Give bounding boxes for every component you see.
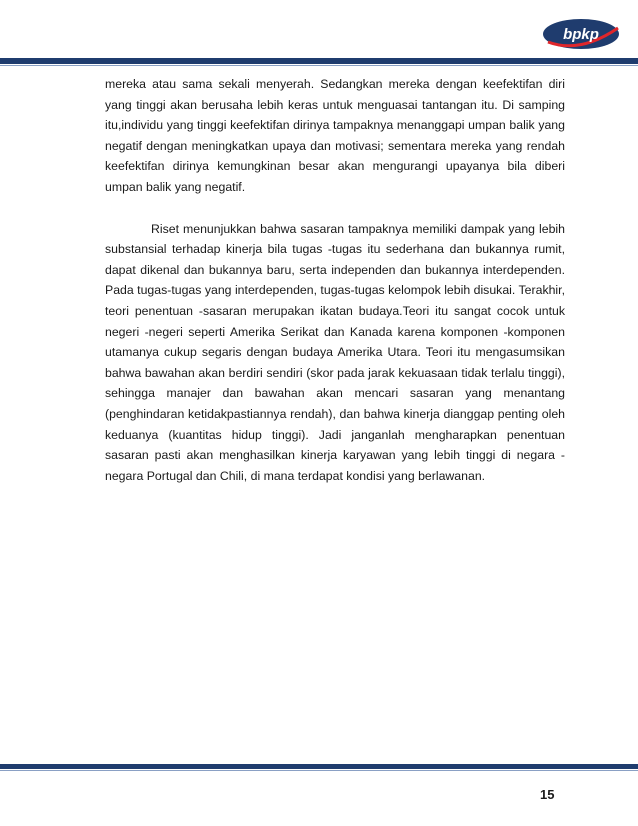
bpkp-logo xyxy=(540,14,622,52)
header-rule-thin xyxy=(0,65,638,66)
header-rule xyxy=(0,58,638,64)
footer-rule xyxy=(0,764,638,769)
footer-rule-thin xyxy=(0,770,638,771)
paragraph: mereka atau sama sekali menyerah. Sedangkan mereka dengan keefektifan diri yang tinggi akan berusaha lebih keras untuk menguasai tantangan itu. Di samping itu,individu yang tinggi keefektifan dirinya tampaknya menanggapi umpan balik yang negatif dengan meningkatkan upaya dan motivasi; sementara mereka yang rendah keefektifan dirinya kemungkinan besar akan mengurangi upayanya bila diberi umpan balik yang negatif. xyxy=(105,77,565,194)
logo-text: bpkp xyxy=(563,26,599,43)
body-text xyxy=(105,74,565,486)
page-number: 15 xyxy=(540,787,555,802)
paragraph: Riset menunjukkan bahwa sasaran tampaknya memiliki dampak yang lebih substansial terhadap kinerja bila tugas -tugas itu sederhana dan bukannya rumit, dapat dikenal dan bukannya baru, serta independen dan bukannya interdependen. Pada tugas-tugas yang interdependen, tugas-tugas kelompok lebih disukai. Terakhir, teori penentuan -sasaran merupakan ikatan budaya.Teori itu sangat cocok untuk negeri -negeri seperti Amerika Serikat dan Kanada karena komponen -komponen utamanya cukup segaris dengan budaya Amerika Utara. Teori itu mengasumsikan bahwa bawahan akan berdiri sendiri (skor pada jarak kekuasaan tidak terlalu tinggi), sehingga manajer dan bawahan akan mencari sasaran yang menantang (penghindaran ketidakpastiannya rendah), dan bahwa kinerja dianggap penting oleh keduanya (kuantitas hidup tinggi). Jadi janganlah mengharapkan penentuan sasaran pasti akan menghasilkan kinerja karyawan yang lebih tinggi di negara -negara Portugal dan Chili, di mana terdapat kondisi yang berlawanan. xyxy=(105,221,565,483)
bpkp-logo-icon xyxy=(540,14,622,52)
